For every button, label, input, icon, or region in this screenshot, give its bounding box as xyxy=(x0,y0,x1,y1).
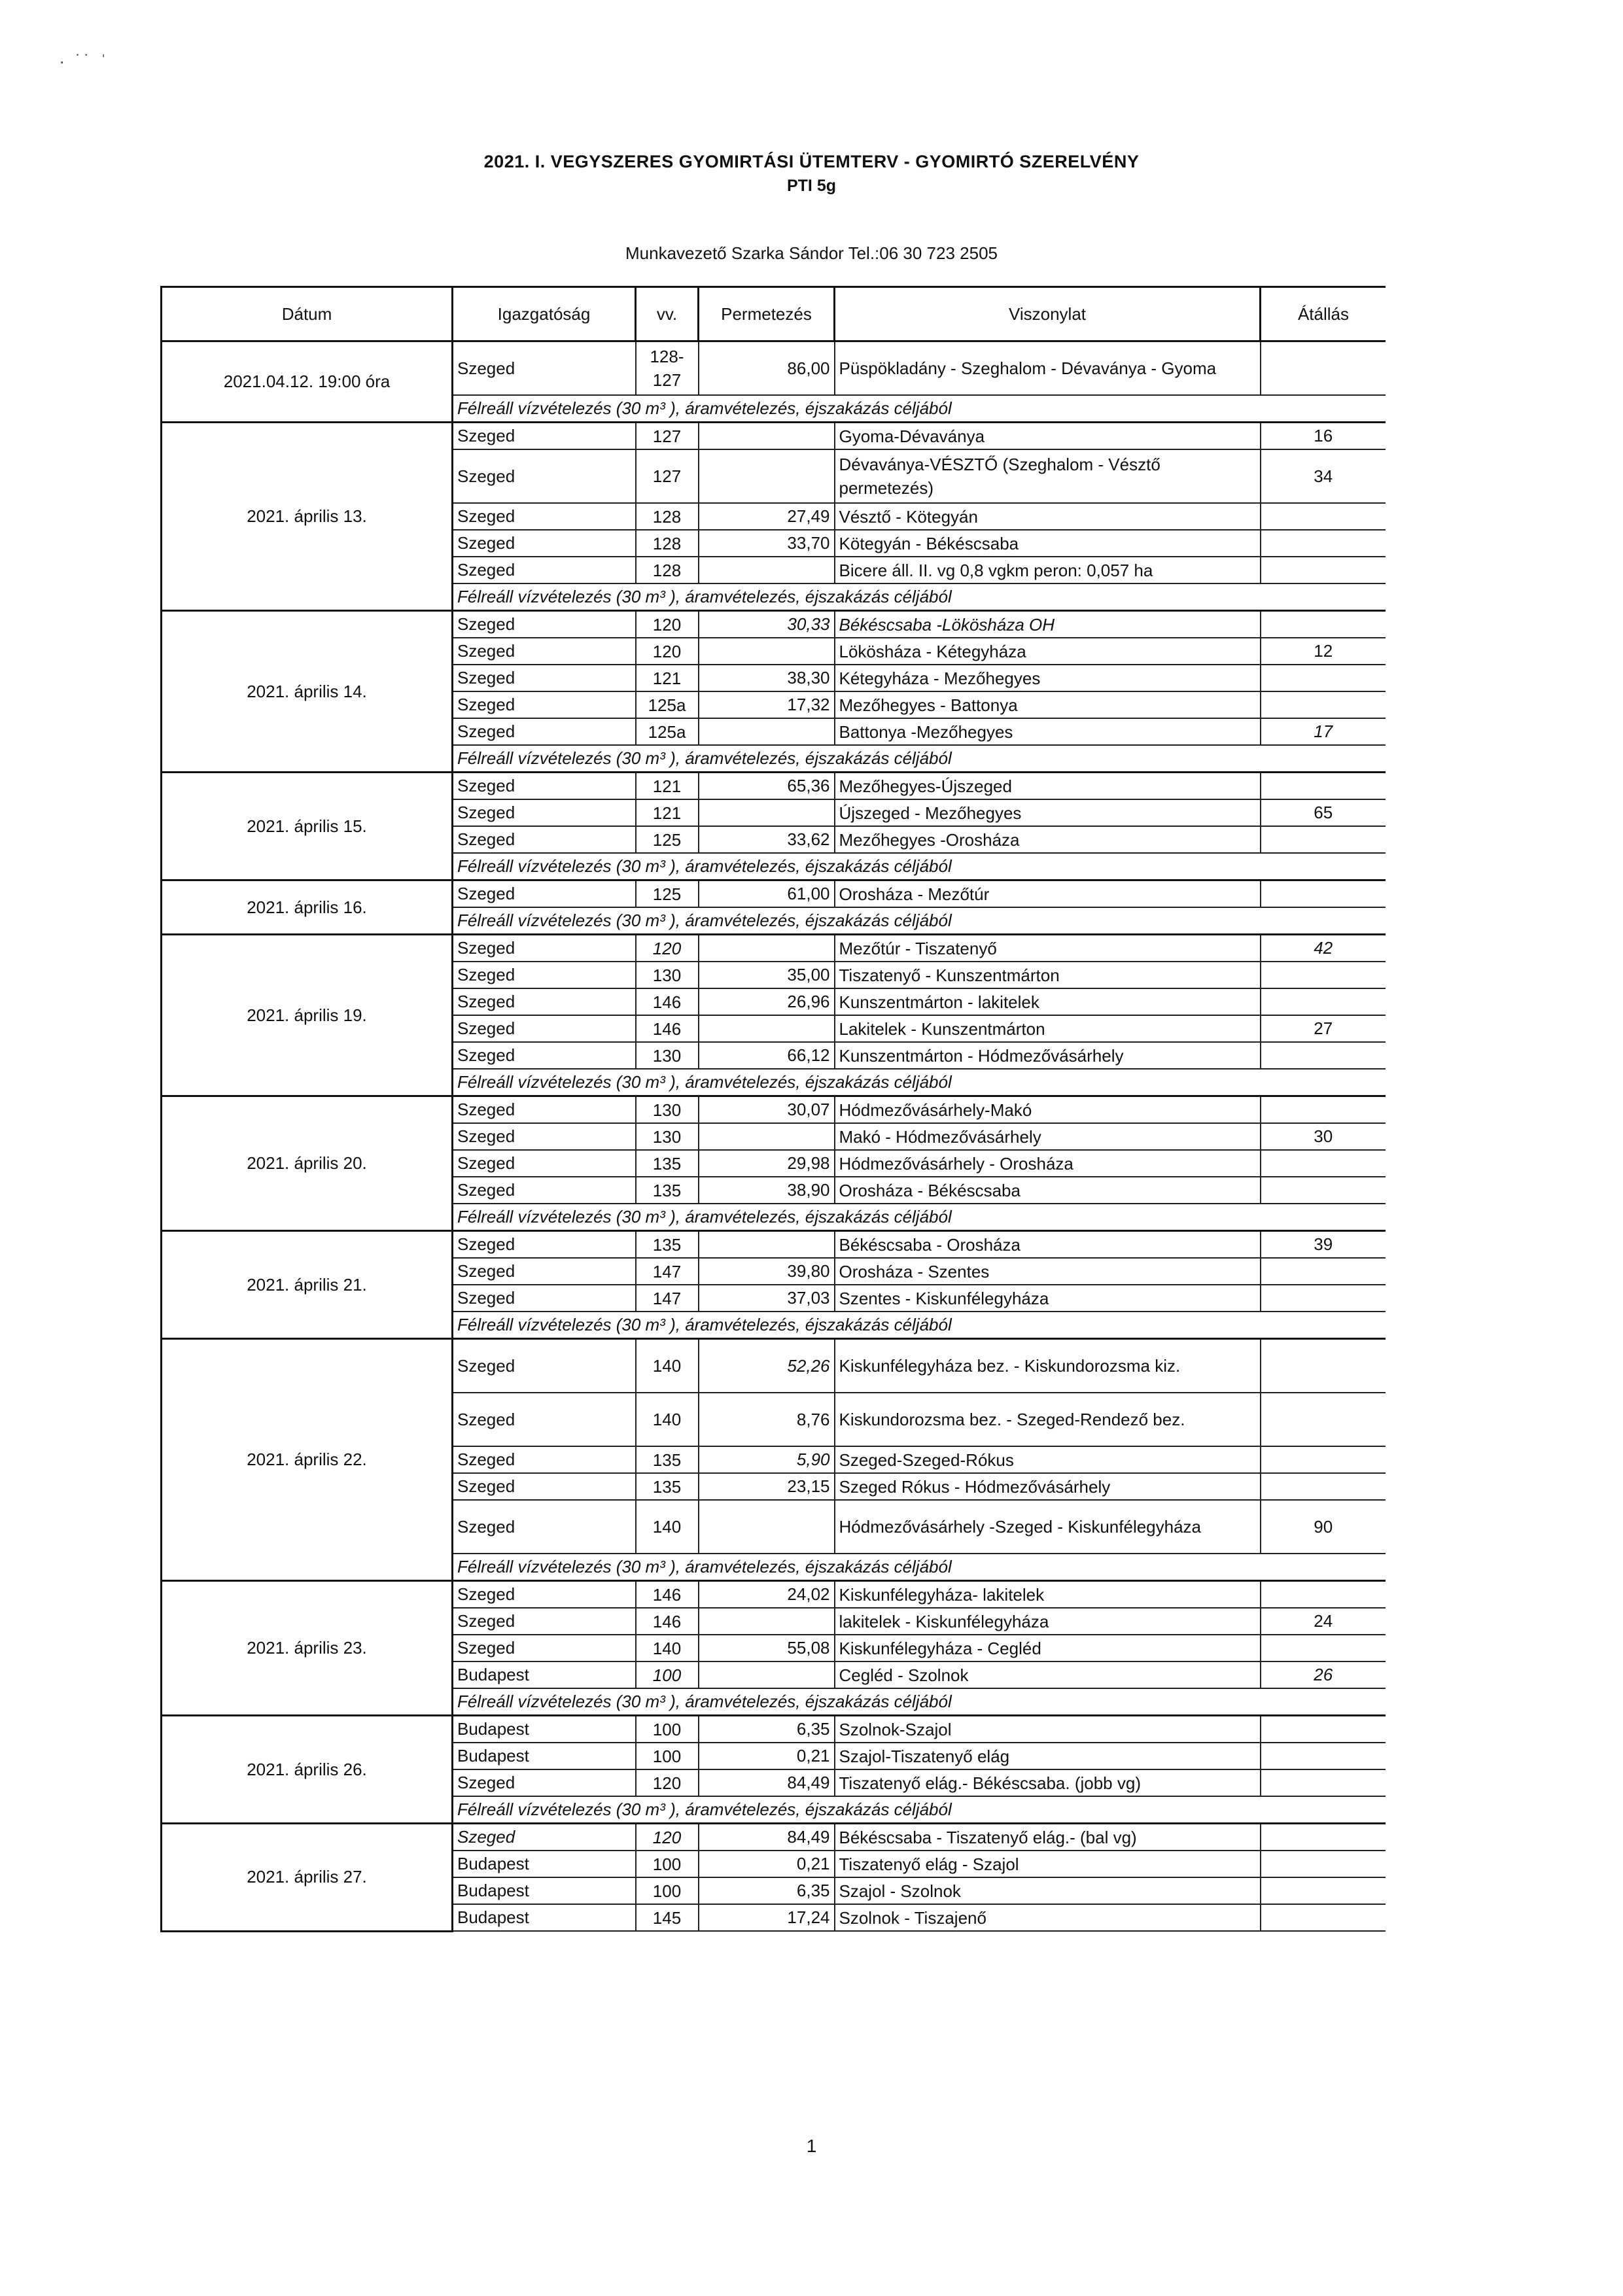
vv-cell: 127 xyxy=(636,449,699,503)
igazgatosag-cell: Szeged xyxy=(453,638,636,665)
viszonylat-cell: Szentes - Kiskunfélegyháza xyxy=(835,1285,1261,1312)
permetezes-cell: 8,76 xyxy=(699,1393,835,1446)
igazgatosag-cell: Szeged xyxy=(453,423,636,450)
permetezes-cell: 26,96 xyxy=(699,988,835,1015)
igazgatosag-cell: Szeged xyxy=(453,773,636,800)
viszonylat-cell: Orosháza - Békéscsaba xyxy=(835,1177,1261,1204)
atallas-cell: 12 xyxy=(1261,638,1386,665)
igazgatosag-cell: Szeged xyxy=(453,1285,636,1312)
date-cell: 2021. április 15. xyxy=(162,773,453,880)
igazgatosag-cell: Szeged xyxy=(453,962,636,988)
atallas-cell xyxy=(1261,1285,1386,1312)
atallas-cell xyxy=(1261,503,1386,530)
table-row xyxy=(162,1824,1386,1851)
vv-cell: 100 xyxy=(636,1716,699,1743)
igazgatosag-cell: Szeged xyxy=(453,449,636,503)
date-cell: 2021. április 16. xyxy=(162,880,453,935)
viszonylat-cell: Szajol - Szolnok xyxy=(835,1877,1261,1904)
igazgatosag-cell: Szeged xyxy=(453,1042,636,1069)
permetezes-cell xyxy=(699,1500,835,1554)
atallas-cell: 34 xyxy=(1261,449,1386,503)
permetezes-cell xyxy=(699,799,835,826)
atallas-cell xyxy=(1261,691,1386,718)
viszonylat-cell: Szajol-Tiszatenyő elág xyxy=(835,1743,1261,1769)
atallas-cell xyxy=(1261,1473,1386,1500)
viszonylat-cell: Lakitelek - Kunszentmárton xyxy=(835,1015,1261,1042)
permetezes-cell xyxy=(699,1123,835,1150)
atallas-cell xyxy=(1261,1177,1386,1204)
permetezes-cell: 6,35 xyxy=(699,1716,835,1743)
table-row xyxy=(162,611,1386,638)
viszonylat-cell: lakitelek - Kiskunfélegyháza xyxy=(835,1608,1261,1635)
date-cell: 2021. április 13. xyxy=(162,423,453,611)
atallas-cell: 30 xyxy=(1261,1123,1386,1150)
igazgatosag-cell: Szeged xyxy=(453,880,636,908)
viszonylat-cell: Békéscsaba - Orosháza xyxy=(835,1231,1261,1259)
permetezes-cell: 61,00 xyxy=(699,880,835,908)
schedule-body xyxy=(162,341,1386,1932)
viszonylat-cell: Kunszentmárton - Hódmezővásárhely xyxy=(835,1042,1261,1069)
vv-cell: 125 xyxy=(636,826,699,853)
viszonylat-cell: Bicere áll. II. vg 0,8 vgkm peron: 0,057 ha xyxy=(835,557,1261,583)
permetezes-cell: 38,30 xyxy=(699,665,835,691)
page-number: 1 xyxy=(806,2136,817,2156)
group-note: Félreáll vízvételezés (30 m³ ), áramvételezés, éjszakázás céljából xyxy=(453,1069,1386,1096)
viszonylat-cell: Szolnok - Tiszajenő xyxy=(835,1904,1261,1931)
atallas-cell xyxy=(1261,880,1386,908)
viszonylat-cell: Kiskundorozsma bez. - Szeged-Rendező bez. xyxy=(835,1393,1261,1446)
viszonylat-cell: Kiskunfélegyháza - Cegléd xyxy=(835,1635,1261,1661)
igazgatosag-cell: Szeged xyxy=(453,1608,636,1635)
igazgatosag-cell: Szeged xyxy=(453,1150,636,1177)
group-note: Félreáll vízvételezés (30 m³ ), áramvételezés, éjszakázás céljából xyxy=(453,1688,1386,1716)
viszonylat-cell: Hódmezővásárhely-Makó xyxy=(835,1096,1261,1124)
atallas-cell xyxy=(1261,1635,1386,1661)
igazgatosag-cell: Szeged xyxy=(453,611,636,638)
vv-cell: 130 xyxy=(636,1042,699,1069)
atallas-cell xyxy=(1261,1258,1386,1285)
permetezes-cell xyxy=(699,638,835,665)
header-igazgatosag: Igazgatóság xyxy=(453,287,636,341)
atallas-cell xyxy=(1261,1743,1386,1769)
vv-cell: 146 xyxy=(636,988,699,1015)
header-atallas: Átállás xyxy=(1261,287,1386,341)
work-manager-line: Munkavezető Szarka Sándor Tel.:06 30 723 2505 xyxy=(625,243,998,263)
table-row xyxy=(162,423,1386,450)
viszonylat-cell: Békéscsaba -Lökösháza OH xyxy=(835,611,1261,638)
igazgatosag-cell: Budapest xyxy=(453,1877,636,1904)
group-note: Félreáll vízvételezés (30 m³ ), áramvételezés, éjszakázás céljából xyxy=(453,1554,1386,1581)
atallas-cell: 16 xyxy=(1261,423,1386,450)
permetezes-cell: 17,32 xyxy=(699,691,835,718)
permetezes-cell: 0,21 xyxy=(699,1743,835,1769)
vv-cell: 120 xyxy=(636,1824,699,1851)
atallas-cell: 39 xyxy=(1261,1231,1386,1259)
vv-cell: 140 xyxy=(636,1339,699,1393)
permetezes-cell: 30,33 xyxy=(699,611,835,638)
vv-cell: 140 xyxy=(636,1500,699,1554)
permetezes-cell xyxy=(699,935,835,962)
vv-cell: 147 xyxy=(636,1285,699,1312)
vv-cell: 147 xyxy=(636,1258,699,1285)
atallas-cell: 24 xyxy=(1261,1608,1386,1635)
date-cell: 2021. április 21. xyxy=(162,1231,453,1339)
permetezes-cell: 5,90 xyxy=(699,1446,835,1473)
atallas-cell xyxy=(1261,1769,1386,1796)
igazgatosag-cell: Szeged xyxy=(453,1769,636,1796)
viszonylat-cell: Újszeged - Mezőhegyes xyxy=(835,799,1261,826)
permetezes-cell: 84,49 xyxy=(699,1769,835,1796)
viszonylat-cell: Szeged Rókus - Hódmezővásárhely xyxy=(835,1473,1261,1500)
igazgatosag-cell: Budapest xyxy=(453,1851,636,1877)
permetezes-cell: 30,07 xyxy=(699,1096,835,1124)
vv-cell: 135 xyxy=(636,1177,699,1204)
table-row xyxy=(162,1339,1386,1393)
viszonylat-cell: Hódmezővásárhely -Szeged - Kiskunfélegyháza xyxy=(835,1500,1261,1554)
igazgatosag-cell: Szeged xyxy=(453,1473,636,1500)
vv-cell: 100 xyxy=(636,1661,699,1688)
vv-cell: 146 xyxy=(636,1015,699,1042)
viszonylat-cell: Püspökladány - Szeghalom - Dévaványa - Gyoma xyxy=(835,341,1261,396)
atallas-cell: 27 xyxy=(1261,1015,1386,1042)
permetezes-cell: 29,98 xyxy=(699,1150,835,1177)
atallas-cell xyxy=(1261,665,1386,691)
permetezes-cell: 66,12 xyxy=(699,1042,835,1069)
date-cell: 2021. április 27. xyxy=(162,1824,453,1932)
vv-cell: 125a xyxy=(636,691,699,718)
atallas-cell xyxy=(1261,1877,1386,1904)
permetezes-cell: 33,62 xyxy=(699,826,835,853)
permetezes-cell: 52,26 xyxy=(699,1339,835,1393)
vv-cell: 121 xyxy=(636,799,699,826)
permetezes-cell xyxy=(699,449,835,503)
igazgatosag-cell: Szeged xyxy=(453,557,636,583)
vv-cell: 135 xyxy=(636,1473,699,1500)
viszonylat-cell: Békéscsaba - Tiszatenyő elág.- (bal vg) xyxy=(835,1824,1261,1851)
vv-cell: 130 xyxy=(636,1123,699,1150)
igazgatosag-cell: Szeged xyxy=(453,826,636,853)
group-note: Félreáll vízvételezés (30 m³ ), áramvételezés, éjszakázás céljából xyxy=(453,907,1386,935)
document-subtitle: PTI 5g xyxy=(786,177,836,195)
permetezes-cell xyxy=(699,1661,835,1688)
viszonylat-cell: Mezőhegyes - Battonya xyxy=(835,691,1261,718)
atallas-cell xyxy=(1261,341,1386,396)
viszonylat-cell: Szolnok-Szajol xyxy=(835,1716,1261,1743)
group-note: Félreáll vízvételezés (30 m³ ), áramvételezés, éjszakázás céljából xyxy=(453,583,1386,611)
table-header-row xyxy=(162,287,1386,341)
header-permetezes: Permetezés xyxy=(699,287,835,341)
atallas-cell xyxy=(1261,530,1386,557)
permetezes-cell xyxy=(699,423,835,450)
igazgatosag-cell: Szeged xyxy=(453,503,636,530)
igazgatosag-cell: Szeged xyxy=(453,1258,636,1285)
header-viszonylat: Viszonylat xyxy=(835,287,1261,341)
atallas-cell: 65 xyxy=(1261,799,1386,826)
viszonylat-cell: Makó - Hódmezővásárhely xyxy=(835,1123,1261,1150)
igazgatosag-cell: Szeged xyxy=(453,1123,636,1150)
vv-cell: 128 xyxy=(636,503,699,530)
permetezes-cell: 27,49 xyxy=(699,503,835,530)
igazgatosag-cell: Szeged xyxy=(453,1231,636,1259)
viszonylat-cell: Tiszatenyő elág.- Békéscsaba. (jobb vg) xyxy=(835,1769,1261,1796)
vv-cell: 100 xyxy=(636,1851,699,1877)
viszonylat-cell: Tiszatenyő - Kunszentmárton xyxy=(835,962,1261,988)
atallas-cell xyxy=(1261,1581,1386,1609)
atallas-cell xyxy=(1261,988,1386,1015)
igazgatosag-cell: Szeged xyxy=(453,1096,636,1124)
header-datum: Dátum xyxy=(162,287,453,341)
viszonylat-cell: Tiszatenyő elág - Szajol xyxy=(835,1851,1261,1877)
atallas-cell xyxy=(1261,611,1386,638)
vv-cell: 125a xyxy=(636,718,699,745)
table-row xyxy=(162,1096,1386,1124)
vv-cell: 146 xyxy=(636,1581,699,1609)
table-row xyxy=(162,341,1386,396)
atallas-cell xyxy=(1261,1339,1386,1393)
schedule-table-wrapper xyxy=(160,286,1386,2034)
viszonylat-cell: Battonya -Mezőhegyes xyxy=(835,718,1261,745)
igazgatosag-cell: Szeged xyxy=(453,1446,636,1473)
viszonylat-cell: Orosháza - Mezőtúr xyxy=(835,880,1261,908)
atallas-cell: 42 xyxy=(1261,935,1386,962)
igazgatosag-cell: Szeged xyxy=(453,530,636,557)
vv-cell: 140 xyxy=(636,1393,699,1446)
vv-cell: 128 xyxy=(636,530,699,557)
viszonylat-cell: Szeged-Szeged-Rókus xyxy=(835,1446,1261,1473)
permetezes-cell: 33,70 xyxy=(699,530,835,557)
igazgatosag-cell: Szeged xyxy=(453,665,636,691)
permetezes-cell: 38,90 xyxy=(699,1177,835,1204)
vv-cell: 135 xyxy=(636,1446,699,1473)
atallas-cell xyxy=(1261,1393,1386,1446)
vv-cell: 130 xyxy=(636,962,699,988)
permetezes-cell: 24,02 xyxy=(699,1581,835,1609)
permetezes-cell: 65,36 xyxy=(699,773,835,800)
schedule-table xyxy=(160,286,1386,1932)
atallas-cell xyxy=(1261,1824,1386,1851)
viszonylat-cell: Hódmezővásárhely - Orosháza xyxy=(835,1150,1261,1177)
vv-cell: 100 xyxy=(636,1743,699,1769)
igazgatosag-cell: Szeged xyxy=(453,1824,636,1851)
permetezes-cell xyxy=(699,1608,835,1635)
viszonylat-cell: Lökösháza - Kétegyháza xyxy=(835,638,1261,665)
permetezes-cell: 23,15 xyxy=(699,1473,835,1500)
viszonylat-cell: Kiskunfélegyháza bez. - Kiskundorozsma kiz. xyxy=(835,1339,1261,1393)
table-row xyxy=(162,1581,1386,1609)
vv-cell: 120 xyxy=(636,935,699,962)
permetezes-cell xyxy=(699,718,835,745)
atallas-cell xyxy=(1261,1150,1386,1177)
document-title: 2021. I. VEGYSZERES GYOMIRTÁSI ÜTEMTERV - GYOMIRTÓ SZERELVÉNY xyxy=(483,152,1140,171)
vv-cell: 130 xyxy=(636,1096,699,1124)
igazgatosag-cell: Szeged xyxy=(453,1339,636,1393)
date-cell: 2021. április 23. xyxy=(162,1581,453,1716)
date-cell: 2021.04.12. 19:00 óra xyxy=(162,341,453,423)
permetezes-cell: 17,24 xyxy=(699,1904,835,1931)
table-row xyxy=(162,1231,1386,1259)
vv-cell: 127 xyxy=(636,423,699,450)
atallas-cell: 90 xyxy=(1261,1500,1386,1554)
igazgatosag-cell: Szeged xyxy=(453,1581,636,1609)
atallas-cell xyxy=(1261,773,1386,800)
igazgatosag-cell: Szeged xyxy=(453,691,636,718)
permetezes-cell: 39,80 xyxy=(699,1258,835,1285)
igazgatosag-cell: Budapest xyxy=(453,1743,636,1769)
viszonylat-cell: Vésztő - Kötegyán xyxy=(835,503,1261,530)
viszonylat-cell: Kunszentmárton - lakitelek xyxy=(835,988,1261,1015)
date-cell: 2021. április 26. xyxy=(162,1716,453,1824)
permetezes-cell xyxy=(699,1231,835,1259)
vv-cell: 140 xyxy=(636,1635,699,1661)
group-note: Félreáll vízvételezés (30 m³ ), áramvételezés, éjszakázás céljából xyxy=(453,395,1386,423)
permetezes-cell xyxy=(699,1015,835,1042)
vv-cell: 125 xyxy=(636,880,699,908)
viszonylat-cell: Gyoma-Dévaványa xyxy=(835,423,1261,450)
atallas-cell: 17 xyxy=(1261,718,1386,745)
vv-cell: 120 xyxy=(636,638,699,665)
date-cell: 2021. április 19. xyxy=(162,935,453,1096)
date-cell: 2021. április 14. xyxy=(162,611,453,773)
table-row xyxy=(162,880,1386,908)
scan-speck: · ˙˙ ˈ xyxy=(59,51,109,71)
atallas-cell xyxy=(1261,1904,1386,1931)
igazgatosag-cell: Szeged xyxy=(453,799,636,826)
group-note: Félreáll vízvételezés (30 m³ ), áramvételezés, éjszakázás céljából xyxy=(453,853,1386,880)
atallas-cell xyxy=(1261,557,1386,583)
atallas-cell xyxy=(1261,1042,1386,1069)
viszonylat-cell: Cegléd - Szolnok xyxy=(835,1661,1261,1688)
table-row xyxy=(162,935,1386,962)
vv-cell: 120 xyxy=(636,1769,699,1796)
vv-cell: 135 xyxy=(636,1150,699,1177)
table-row xyxy=(162,773,1386,800)
permetezes-cell: 86,00 xyxy=(699,341,835,396)
viszonylat-cell: Dévaványa-VÉSZTŐ (Szeghalom - Vésztő permetezés) xyxy=(835,449,1261,503)
igazgatosag-cell: Szeged xyxy=(453,341,636,396)
date-cell: 2021. április 22. xyxy=(162,1339,453,1581)
permetezes-cell: 37,03 xyxy=(699,1285,835,1312)
viszonylat-cell: Mezőhegyes -Orosháza xyxy=(835,826,1261,853)
igazgatosag-cell: Budapest xyxy=(453,1716,636,1743)
igazgatosag-cell: Budapest xyxy=(453,1904,636,1931)
igazgatosag-cell: Szeged xyxy=(453,988,636,1015)
vv-cell: 121 xyxy=(636,665,699,691)
igazgatosag-cell: Szeged xyxy=(453,718,636,745)
viszonylat-cell: Mezőhegyes-Újszeged xyxy=(835,773,1261,800)
header-vv: vv. xyxy=(636,287,699,341)
atallas-cell xyxy=(1261,1716,1386,1743)
date-cell: 2021. április 20. xyxy=(162,1096,453,1231)
viszonylat-cell: Kiskunfélegyháza- lakitelek xyxy=(835,1581,1261,1609)
atallas-cell xyxy=(1261,826,1386,853)
atallas-cell: 26 xyxy=(1261,1661,1386,1688)
viszonylat-cell: Mezőtúr - Tiszatenyő xyxy=(835,935,1261,962)
vv-cell: 100 xyxy=(636,1877,699,1904)
permetezes-cell: 55,08 xyxy=(699,1635,835,1661)
group-note: Félreáll vízvételezés (30 m³ ), áramvételezés, éjszakázás céljából xyxy=(453,745,1386,773)
group-note: Félreáll vízvételezés (30 m³ ), áramvételezés, éjszakázás céljából xyxy=(453,1204,1386,1231)
vv-cell: 135 xyxy=(636,1231,699,1259)
igazgatosag-cell: Szeged xyxy=(453,1635,636,1661)
table-row xyxy=(162,1716,1386,1743)
vv-cell: 146 xyxy=(636,1608,699,1635)
permetezes-cell: 0,21 xyxy=(699,1851,835,1877)
vv-cell: 128- 127 xyxy=(636,341,699,396)
permetezes-cell: 84,49 xyxy=(699,1824,835,1851)
vv-cell: 145 xyxy=(636,1904,699,1931)
igazgatosag-cell: Szeged xyxy=(453,935,636,962)
atallas-cell xyxy=(1261,962,1386,988)
igazgatosag-cell: Budapest xyxy=(453,1661,636,1688)
vv-cell: 128 xyxy=(636,557,699,583)
viszonylat-cell: Kötegyán - Békéscsaba xyxy=(835,530,1261,557)
vv-cell: 120 xyxy=(636,611,699,638)
igazgatosag-cell: Szeged xyxy=(453,1500,636,1554)
group-note: Félreáll vízvételezés (30 m³ ), áramvételezés, éjszakázás céljából xyxy=(453,1312,1386,1339)
permetezes-cell: 6,35 xyxy=(699,1877,835,1904)
viszonylat-cell: Kétegyháza - Mezőhegyes xyxy=(835,665,1261,691)
permetezes-cell xyxy=(699,557,835,583)
group-note: Félreáll vízvételezés (30 m³ ), áramvételezés, éjszakázás céljából xyxy=(453,1796,1386,1824)
igazgatosag-cell: Szeged xyxy=(453,1393,636,1446)
atallas-cell xyxy=(1261,1446,1386,1473)
viszonylat-cell: Orosháza - Szentes xyxy=(835,1258,1261,1285)
igazgatosag-cell: Szeged xyxy=(453,1015,636,1042)
permetezes-cell: 35,00 xyxy=(699,962,835,988)
atallas-cell xyxy=(1261,1096,1386,1124)
atallas-cell xyxy=(1261,1851,1386,1877)
igazgatosag-cell: Szeged xyxy=(453,1177,636,1204)
vv-cell: 121 xyxy=(636,773,699,800)
